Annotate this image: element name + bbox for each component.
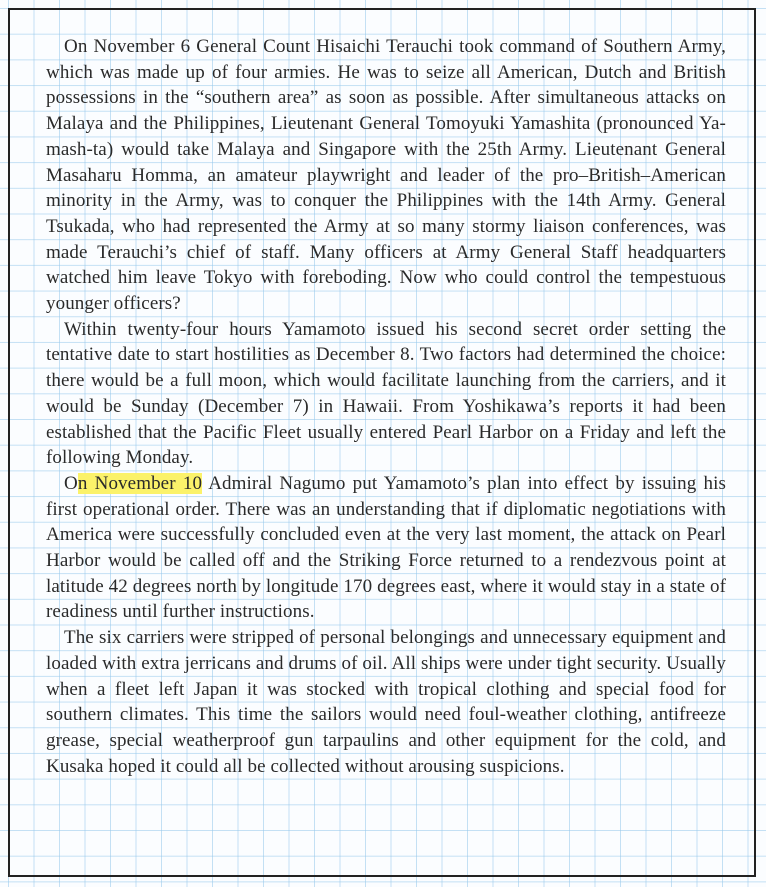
paragraph-body: Admiral Nagumo put Yamamoto’s plan into effect by issuing his first operational order. There was an understanding that if diplomatic negotiations with America were successfully concluded even at the very last moment, the attack on Pearl Harbor would be called off and the Striking Force returned to a rendezvous point at latitude 42 degrees north by longitude 170 degrees east, where it would stay in a state of readiness until further instructions. xyxy=(46,472,726,623)
paragraph-lead-letter: O xyxy=(64,472,78,494)
paragraph-carriers: The six carriers were stripped of personal belongings and unnecessary equipment and loaded with extra jerricans and drums of oil. All ships were under tight security. Usually when a fleet left Japan it was stocked with tropical clothing and special food for southern climates. This time the sailors would need foul-weather clothing, antifreeze grease, special weatherproof gun tarpaulins and other equipment for the cold, and Kusaka hoped it could all be collected without arousing suspicions. xyxy=(46,627,726,777)
paragraph-nagumo-order xyxy=(46,471,726,625)
paragraph-yamamoto-order: Within twenty-four hours Yamamoto issued his second secret order setting the tentative date to start hostilities as December 8. Two factors had determined the choice: there would be a full moon, which would facilitate launching from the carriers, and it would be Sunday (December 7) in Hawaii. From Yoshikawa’s reports it had been established that the Pacific Fleet usually entered Pearl Harbor on a Friday and left the following Monday. xyxy=(46,318,726,469)
document-page xyxy=(46,34,726,779)
highlighted-date: n November 10 xyxy=(77,472,203,494)
paragraph-terauchi: On November 6 General Count Hisaichi Terauchi took command of Southern Army, which was made up of four armies. He was to seize all American, Dutch and British possessions in the “southern area” as soon as possible. After simultaneous attacks on Malaya and the Philippines, Lieutenant General Tomoyuki Yamashita (pronounced Ya-mash-ta) would take Malaya and Singapore with the 25th Army. Lieutenant General Masaharu Homma, an amateur playwright and leader of the pro–British–American minority in the Army, was to conquer the Philippines with the 14th Army. General Tsukada, who had represented the Army at so many stormy liaison conferences, was made Terauchi’s chief of staff. Many officers at Army General Staff headquarters watched him leave Tokyo with foreboding. Now who could control the tempestuous younger officers? xyxy=(46,36,726,315)
